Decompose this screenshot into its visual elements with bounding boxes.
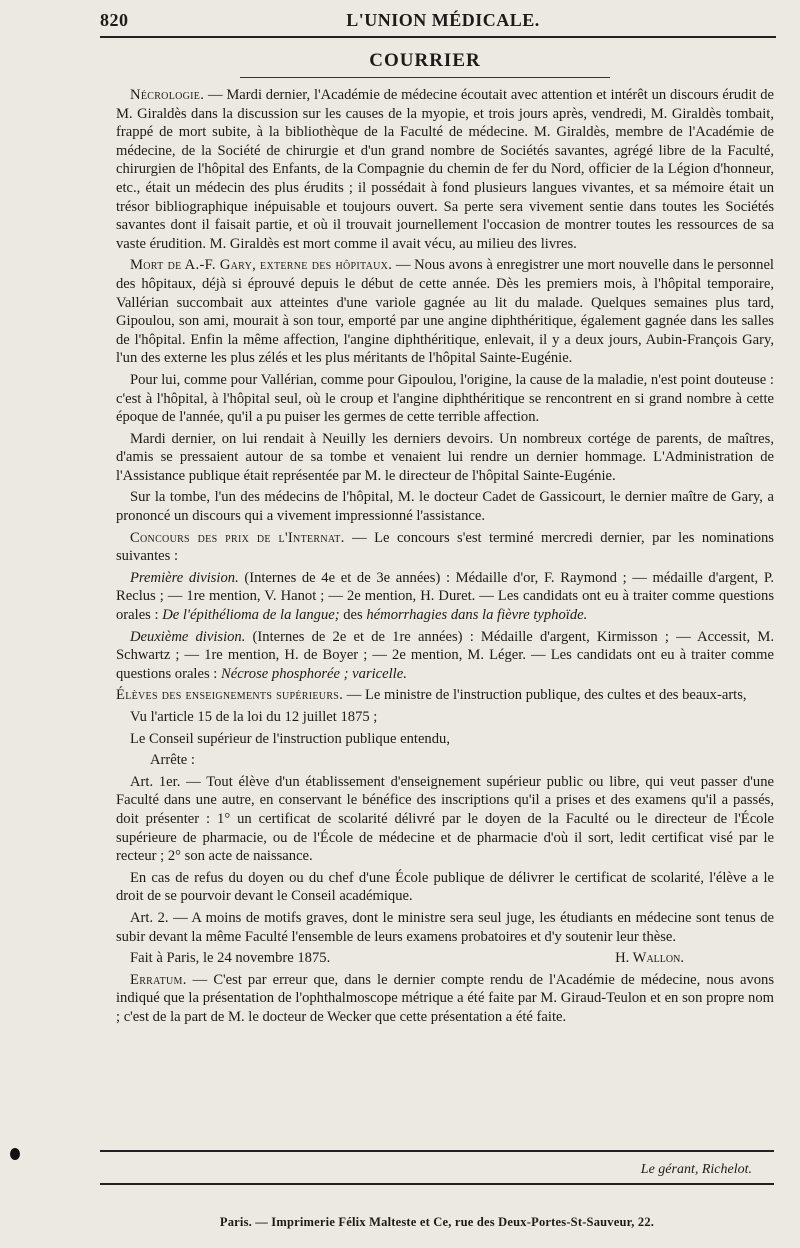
text-necrologie: — Mardi dernier, l'Académie de médecine écoutait avec attention et intérêt un discours érudit de M. Giraldès dans la discussion sur les causes de la myopie, et trois jours après, vendredi, M. Giraldès tombait, frappé de mort subite, à la bibliothèque de la Faculté de médecine. M. Giraldès, membre de l'Académie de médecine, de la Société de chirurgie et d'un grand nombre de Sociétés savantes, agrégé libre de la Faculté, chirurgien de l'hôpital des Enfants, de la Compagnie du chemin de fer du Nord, officier de la Légion d'honneur, etc., était un médecin des plus érudits ; il possédait à fond plusieurs langues vivantes, et sa mémoire était un trésor bibliographique inépuisable et toujours ouvert. Sa perte sera vivement sentie dans toutes les Sociétés savantes dont il faisait partie, et où il trouvait journellement l'occasion de montrer toutes les ressources de sa vaste érudition. M. Giraldès est mort comme il avait vécu, au milieu des livres. — [116, 87, 774, 252]
header-rule — [100, 36, 776, 38]
label-premiere-division: Première division. — [130, 569, 239, 586]
paragraph-conseil: Le Conseil supérieur de l'instruction publique entendu, — [130, 730, 450, 747]
paragraph-eleves — [116, 686, 774, 705]
rubric-eleves: Élèves des enseignements supérieurs. — [116, 687, 344, 704]
topics-deuxieme-division: Nécrose phosphorée ; varicelle. — [220, 665, 407, 682]
ink-blot — [10, 1148, 20, 1160]
footer-rule-middle — [100, 1183, 774, 1185]
gerant-line — [641, 1162, 752, 1178]
paragraph-concours — [116, 529, 774, 566]
rubric-concours: Concours des prix de l'Internat. — [130, 529, 345, 546]
fait-a-paris: Fait à Paris, le 24 novembre 1875. — [130, 950, 331, 967]
paragraph-sur-la-tombe: Sur la tombe, l'un des médecins de l'hôpital, M. le docteur Cadet de Gassicourt, le dernier maître de Gary, a prononcé un discours qui a vivement impressionné l'assistance. — [116, 489, 774, 525]
signature-line — [116, 949, 774, 968]
paragraph-mort-gary — [116, 256, 774, 368]
section-heading: COURRIER — [369, 50, 481, 71]
journal-title: L'UNION MÉDICALE. — [346, 9, 540, 30]
paragraph-art2: Art. 2. — A moins de motifs graves, dont le ministre sera seul juge, les étudiants en médecine sont tenus de subir devant la même Faculté l'ensemble de leurs examens probatoires et d'y soutenir leur thèse. — [116, 909, 774, 945]
paragraph-pour-lui: Pour lui, comme pour Vallérian, comme pour Gipoulou, l'origine, la cause de la maladie, n'est point douteuse : c'est à l'hôpital, à l'hôpital seul, où le croup et l'angine diphthéritique se rencontrent en si grand nombre à cette époque de l'année, qu'il a pu puiser les germes de cette terrible affection. — [116, 371, 774, 426]
heading-rule — [240, 77, 610, 78]
gerant: Le gérant, Richelot. — [640, 1162, 752, 1177]
paragraph-deuxieme-division — [116, 628, 774, 684]
printer-imprint: Paris. — Imprimerie Félix Malteste et Ce, rue des Deux-Portes-St-Sauveur, 22. — [219, 1215, 655, 1229]
rubric-necrologie: Nécrologie. — [130, 87, 205, 103]
paragraph-erratum — [116, 971, 774, 1027]
label-deuxieme-division: Deuxième division. — [130, 628, 246, 645]
paragraph-vu-article: Vu l'article 15 de la loi du 12 juillet 1875 ; — [130, 709, 378, 725]
paragraph-premiere-division — [116, 569, 774, 625]
paragraph-art1: Art. 1er. — Tout élève d'un établissement d'enseignement supérieur public ou libre, qui veut passer d'une Faculté dans une autre, en conservant le bénéfice des inscriptions qu'il a prises et des examens qu'il a passés, doit présenter : 1° un certificat de scolarité délivré par le doyen de la Faculté ou le directeur de l'École supérieure de pharmacie, ou de l'École de médecine et de pharmacie d'où il sort, ledit certificat visé par le recteur ; 2° son acte de naissance. — [116, 773, 774, 865]
paragraph-necrologie — [116, 86, 774, 253]
running-head — [100, 6, 776, 34]
text-concours: — Le concours s'est terminé mercredi dernier, par les nominations suivantes : — [116, 529, 774, 565]
paragraph-mardi-dernier: Mardi dernier, on lui rendait à Neuilly les derniers devoirs. Un nombreux cortége de parents, de maîtres, d'amis se pressaient autour de sa tombe et venaient lui rendre un dernier hommage. L'Administration de l'Assistance publique était représentée par M. le directeur de l'hôpital Sainte-Eugénie. — [116, 430, 774, 484]
text-premiere-division: (Internes de 4e et de 3e années) : Médaille d'or, F. Raymond ; — médaille d'argent, P. Reclus ; — 1re mention, V. Hanot ; — 2e mention, H. Duret. — Les candidats ont eu à traiter comme questions orales : — [116, 569, 774, 624]
text-mort-gary: — Nous avons à enregistrer une mort nouvelle dans le personnel des hôpitaux, déjà si éprouvé depuis le début de cette année. Dès les premiers mois, à l'hôpital temporaire, Vallérian succombait aux atteintes d'une variole gagnée au lit du malade. Quelques semaines plus tard, Gipoulou, son ami, mourait à son tour, emporté par une angine diphthéritique, également gagnée dans les salles de l'hôpital. Enfin la même affection, l'angine diphthéritique, enlevait, il y a deux jours, Aubin-François Gary, l'un des externe les plus zélés et les plus méritants de l'hôpital Sainte-Eugénie. — [116, 257, 774, 367]
text-erratum: — C'est par erreur que, dans le dernier compte rendu de l'Académie de médecine, nous avons indiqué que la présentation de l'ophthalmoscope métrique a été faite par M. Giraud-Teulon et en son propre nom ; c'est de la part de M. le docteur de Wecker que cette présentation a été faite. — [116, 971, 774, 1025]
paragraph-refus: En cas de refus du doyen ou du chef d'une École publique de délivrer le certificat de scolarité, l'élève a le droit de se pourvoir devant le Conseil académique. — [116, 869, 774, 905]
page-number: 820 — [100, 9, 129, 30]
text-deuxieme-division: (Internes de 2e et de 1re années) : Médaille d'argent, Kirmisson ; — Accessit, M. Schwartz ; — 1re mention, H. de Boyer ; — 2e mention, M. Léger. — Les candidats ont eu à traiter comme questions orales : — [116, 628, 774, 682]
article-body — [116, 86, 774, 1030]
footer-rule-top — [100, 1150, 774, 1152]
text-eleves: — Le ministre de l'instruction publique, des cultes et des beaux-arts, — [343, 687, 747, 704]
rubric-mort-gary: Mort de A.-F. Gary, externe des hôpitaux. — [130, 257, 393, 274]
rubric-erratum: Erratum. — [130, 971, 187, 988]
topic-hemorrhagies: hémorrhagies dans la fièvre typhoïde. — [366, 607, 588, 624]
signatory: H. Wallon. — [615, 950, 684, 967]
paragraph-arrete: Arrête : — [150, 752, 195, 769]
text-des: des — [339, 607, 367, 624]
topic-epithelioma: De l'épithélioma de la langue; — [162, 607, 340, 624]
